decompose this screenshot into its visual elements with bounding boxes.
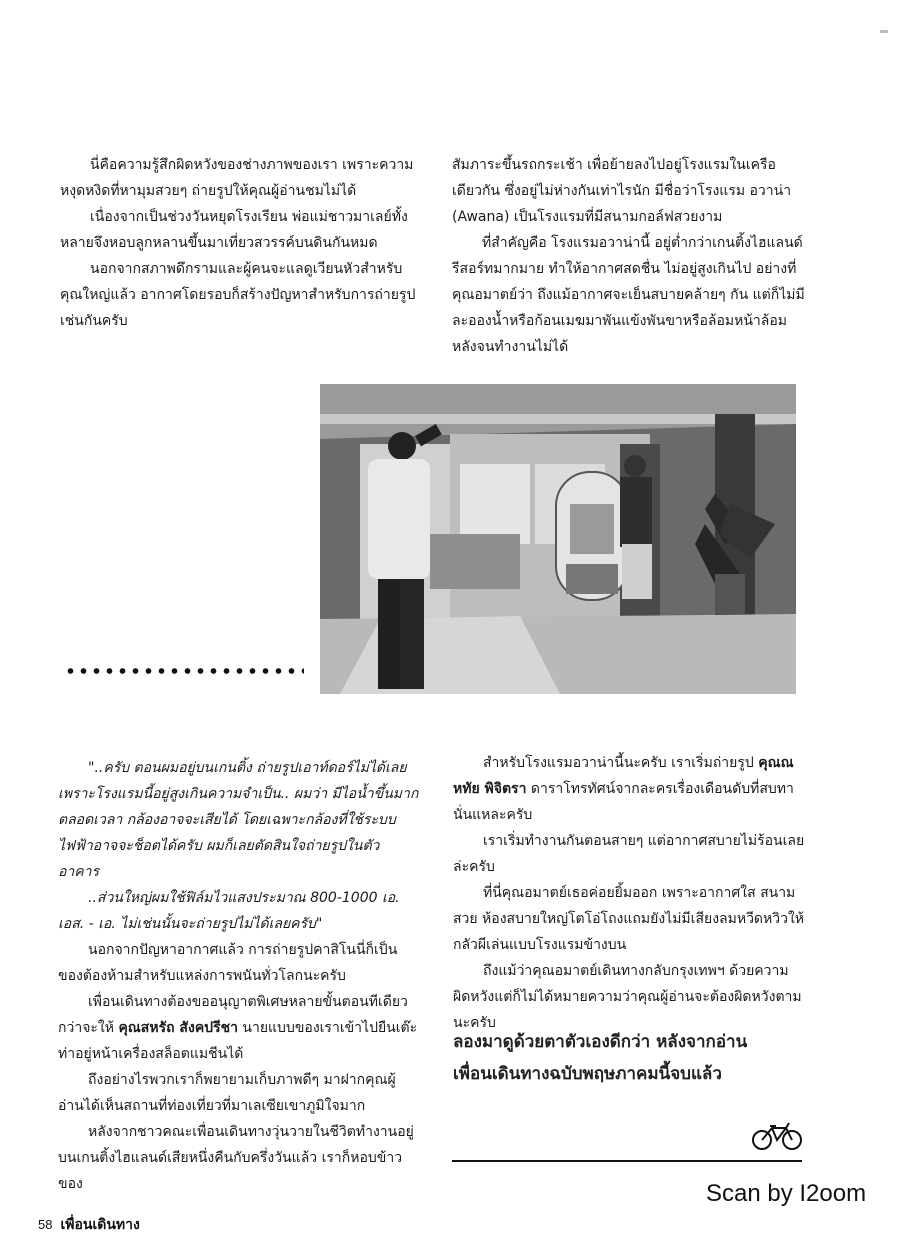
hotel-lobby-photo (320, 384, 796, 694)
corner-mark (880, 30, 888, 33)
photo-illustration (320, 384, 796, 694)
paragraph: นี่คือความรู้สึกผิดหวังของช่างภาพของเรา เพราะความหงุดหงิดที่หามุมสวยๆ ถ่ายรูปให้คุณผู้อ่านชมไม่ได้ (60, 157, 414, 199)
magazine-name: เพื่อนเดินทาง (60, 1216, 140, 1232)
paragraph: หลังจากชาวคณะเพื่อนเดินทางวุ่นวายในชีวิตทำงานอยู่บนเกนติ้งไฮแลนด์เสียหนึ่งคืนกับครึ่งวันแล้ว เราก็หอบข้าวของ (58, 1124, 414, 1192)
model-name: คุณสหรัถ สังคปรีชา (118, 1020, 238, 1036)
end-rule (452, 1160, 802, 1162)
paragraph: เนื่องจากเป็นช่วงวันหยุดโรงเรียน พ่อแม่ชาวมาเลย์ทั้งหลายจึงหอบลูกหลานขึ้นมาเที่ยวสวรรค์บนดินกันหมด (60, 209, 408, 251)
text-run: นายแบบของเราเข้าไปยืนเต๊ะท่าอยู่หน้าเครื่องสล็อตแมชีนได้ (58, 1020, 418, 1062)
paragraph: ที่สำคัญคือ โรงแรมอวาน่านี้ อยู่ต่ำกว่าเกนติ้งไฮแลนด์รีสอร์ทมากมาย ทำให้อากาศสดชื่น ไม่อยู่สูงเกินไป อย่างที่คุณอมาตย์ว่า ถึงแม้อากาศจะเย็นสบายคล้ายๆ กัน แต่ก็ไม่มีละอองน้ำหรือก้อนเมฆมาพันแข้งพันขาหรือล้อมหน้าล้อมหลังจนทำงานไม่ได้ (452, 235, 805, 355)
paragraph (453, 750, 805, 828)
closing-callout (453, 1026, 805, 1090)
paragraph: นอกจากปัญหาอากาศแล้ว การถ่ายรูปคาสิโนนี่ก็เป็นของต้องห้ามสำหรับแหล่งการพนันทั่วโลกนะครับ (58, 942, 398, 984)
closing-line: เพื่อนเดินทางฉบับพฤษภาคมนี้จบแล้ว (453, 1064, 722, 1084)
quote-paragraph: "..ครับ ตอนผมอยู่บนเกนติ้ง ถ่ายรูปเอาท์ดอร์ไม่ได้เลย เพราะโรงแรมนี้อยู่สูงเกินความจำเป็น.. ผมว่า มีไอน้ำขึ้นมากตลอดเวลา กล้องอาจจะเสียได้ โดยเฉพาะกล้องที่ใช้ระบบไฟฟ้าอาจจะช็อตได้ครับ ผมก็เลยตัดสินใจถ่ายรูปในตัวอาคาร (58, 760, 419, 880)
bicycle-icon (750, 1120, 804, 1152)
scan-credit: Scan by I2oom (706, 1180, 867, 1207)
column-top-left (60, 152, 418, 334)
paragraph: ถึงแม้ว่าคุณอมาตย์เดินทางกลับกรุงเทพฯ ด้วยความผิดหวังแต่ก็ไม่ได้หมายความว่าคุณผู้อ่านจะต้องผิดหวังตามนะครับ (453, 963, 802, 1031)
paragraph: นอกจากสภาพดึกรามและผู้คนจะแลดูเวียนหัวสำหรับคุณใหญ่แล้ว อากาศโดยรอบก็สร้างปัญหาสำหรับการถ่ายรูปเช่นกันครับ (60, 261, 416, 329)
paragraph: ถึงอย่างไรพวกเราก็พยายามเก็บภาพดีๆ มาฝากคุณผู้อ่านได้เห็นสถานที่ท่องเที่ยวที่มาเลเซียเขาภูมิใจมาก (58, 1072, 396, 1114)
dotted-divider (64, 665, 304, 677)
closing-line: ลองมาดูด้วยตาตัวเองดีกว่า หลังจากอ่าน (453, 1032, 748, 1052)
page-footer (38, 1214, 140, 1236)
page-number: 58 (38, 1217, 53, 1232)
text-run: เพื่อนเดินทางต้องขออนุญาตพิเศษหลายขั้นตอนทีเดียว กว่าจะให้ (58, 994, 408, 1036)
column-bottom-right (453, 750, 805, 1036)
quote-paragraph: ..ส่วนใหญ่ผมใช้ฟิล์มไวแสงประมาณ 800-1000 เอ. เอส. - เอ. ไม่เช่นนั้นจะถ่ายรูปไม่ได้เลยครับ" (58, 890, 400, 932)
paragraph: สัมภาระขึ้นรถกระเช้า เพื่อย้ายลงไปอยู่โรงแรมในเครือเดียวกัน ซึ่งอยู่ไม่ห่างกันเท่าไรนัก มีชื่อว่าโรงแรม อวาน่า (Awana) เป็นโรงแรมที่มีสนามกอล์ฟสวยงาม (452, 157, 792, 225)
paragraph: ที่นี่คุณอมาตย์เธอค่อยยิ้มออก เพราะอากาศใส สนามสวย ห้องสบายใหญ่โตโอ่โถงแถมยังไม่มีเสียงลมหวีดหวิวให้กลัวผีเล่นแบบโรงแรมข้างบน (453, 885, 805, 953)
paragraph (58, 989, 420, 1067)
text-run: ดาราโทรทัศน์จากละครเรื่องเดือนดับที่สบทานั่นแหละครับ (453, 781, 794, 823)
paragraph: เราเริ่มทำงานกันตอนสายๆ แต่อากาศสบายไม่ร้อนเลยล่ะครับ (453, 833, 805, 875)
actress-name: คุณณหทัย พิจิตรา (453, 755, 794, 797)
text-run: สำหรับโรงแรมอวาน่านี้นะครับ เราเริ่มถ่ายรูป (483, 755, 759, 771)
column-top-right (452, 152, 807, 360)
column-bottom-left (58, 755, 420, 1197)
